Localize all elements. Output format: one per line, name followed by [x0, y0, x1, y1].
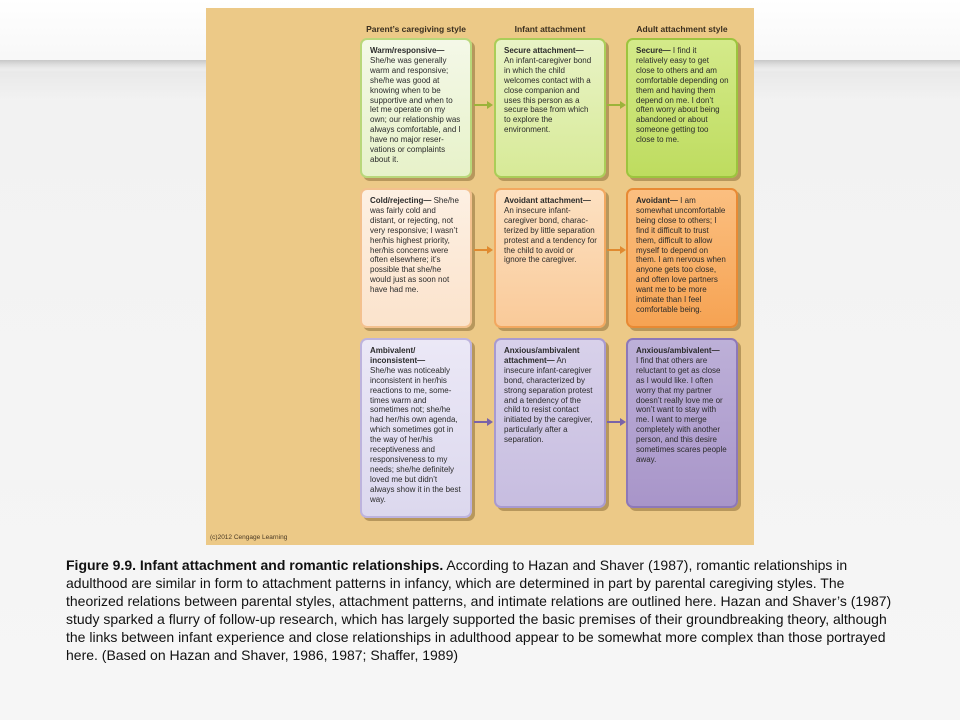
box-title: Avoidant—	[636, 196, 678, 205]
box-title: Warm/responsive—	[370, 46, 445, 55]
adult-secure-box	[626, 38, 738, 178]
box-text: I find that others are reluctant to get as close as I would like. I often worry that my partner doesn’t really love me or won’t want to stay with me. I want to merge completely with another person, and this desire sometimes scares people away.	[636, 355, 727, 464]
infant-avoidant-box	[494, 188, 606, 328]
adult-avoidant-box	[626, 188, 738, 328]
parent-cold-rejecting-box	[360, 188, 472, 328]
attachment-figure	[206, 8, 754, 545]
box-text: An insecure infant- caregiver bond, charac- terized by little separation protest and a tendency for the child to avoid or ignore the caregiver.	[504, 205, 597, 265]
box-title: Cold/rejecting—	[370, 196, 432, 205]
figure-credit: (c)2012 Cengage Learning	[210, 534, 288, 541]
arrow-right-icon	[607, 245, 627, 255]
caption-title: Figure 9.9. Infant attachment and romantic relationships.	[66, 557, 444, 573]
box-title: Avoidant attachment—	[504, 196, 591, 205]
box-text: She/he was generally warm and responsive; she/he was good at knowing when to be supportive and when to let me operate on my own; our relationship was always comfortable, and I have no major reser- vations or complaints about it.	[370, 55, 461, 164]
slide-band-right	[754, 60, 960, 70]
parent-ambivalent-inconsistent-box	[360, 338, 472, 518]
box-text: I am somewhat uncomfortable being close to others; I find it difficult to trust them, difficult to allow myself to depend on them. I am nervous when anyone gets too close, and often love partners want me to be more intimate than I feel comfortable being.	[636, 196, 726, 314]
arrow-right-icon	[607, 417, 627, 427]
caption-text: According to Hazan and Shaver (1987), romantic relationships in adulthood are similar in form to attachment patterns in infancy, which are determined in part by parental caregiving styles. The theorized relations between parental styles, attachment patterns, and intimate relations are outlined here. Hazan and Shaver’s (1987) study sparked a flurry of follow-up research, which has largely supported the basic premises of their groundbreaking theory, although the links between infant experience and close relationships in adulthood appear to be somewhat more complex than those portrayed here. (Based on Hazan and Shaver, 1986, 1987; Shaffer, 1989)	[66, 557, 892, 663]
box-title: Secure—	[636, 46, 671, 55]
box-text: An insecure infant-caregiver bond, characterized by strong separation protest and a tendency of the child to resist contact initiated by the caregiver, particularly after a separation.	[504, 355, 593, 445]
box-title: Anxious/ambivalent attachment—	[504, 346, 580, 365]
arrow-right-icon	[474, 100, 494, 110]
box-title: Secure attachment—	[504, 46, 584, 55]
box-title: Anxious/ambivalent—	[636, 346, 720, 355]
adult-anxious-ambivalent-box	[626, 338, 738, 508]
slide-band-left	[0, 60, 206, 70]
box-text: I find it relatively easy to get close to others and am comfortable depending on them and having them depend on me. I don’t often worry about being abandoned or about someone getting too close to me.	[636, 46, 729, 145]
infant-anxious-ambivalent-box	[494, 338, 606, 508]
box-text: An infant-caregiver bond in which the child welcomes contact with a close companion and uses this person as a secure base from which to explore the environment.	[504, 55, 592, 135]
infant-secure-box	[494, 38, 606, 178]
figure-caption	[66, 556, 892, 664]
box-title: Ambivalent/ inconsistent—	[370, 346, 426, 365]
box-text: She/he was fairly cold and distant, or rejecting, not very responsive; I wasn’t her/his highest priority, her/his concerns were often elsewhere; it’s possible that she/he would just as soon not have had me.	[370, 196, 459, 295]
arrow-right-icon	[474, 245, 494, 255]
arrow-right-icon	[607, 100, 627, 110]
box-text: She/he was noticeably inconsistent in her/his reactions to me, some- times warm and sometimes not; she/he had her/his own agenda, which sometimes got in the way of her/his receptiveness and responsiveness to my needs; she/he definitely loved me but didn’t always show it in the best way.	[370, 365, 461, 504]
arrow-right-icon	[474, 417, 494, 427]
column-header-adult: Adult attachment style	[636, 24, 728, 34]
parent-warm-responsive-box	[360, 38, 472, 178]
column-header-parent: Parent’s caregiving style	[366, 24, 466, 34]
column-header-infant: Infant attachment	[514, 24, 586, 34]
